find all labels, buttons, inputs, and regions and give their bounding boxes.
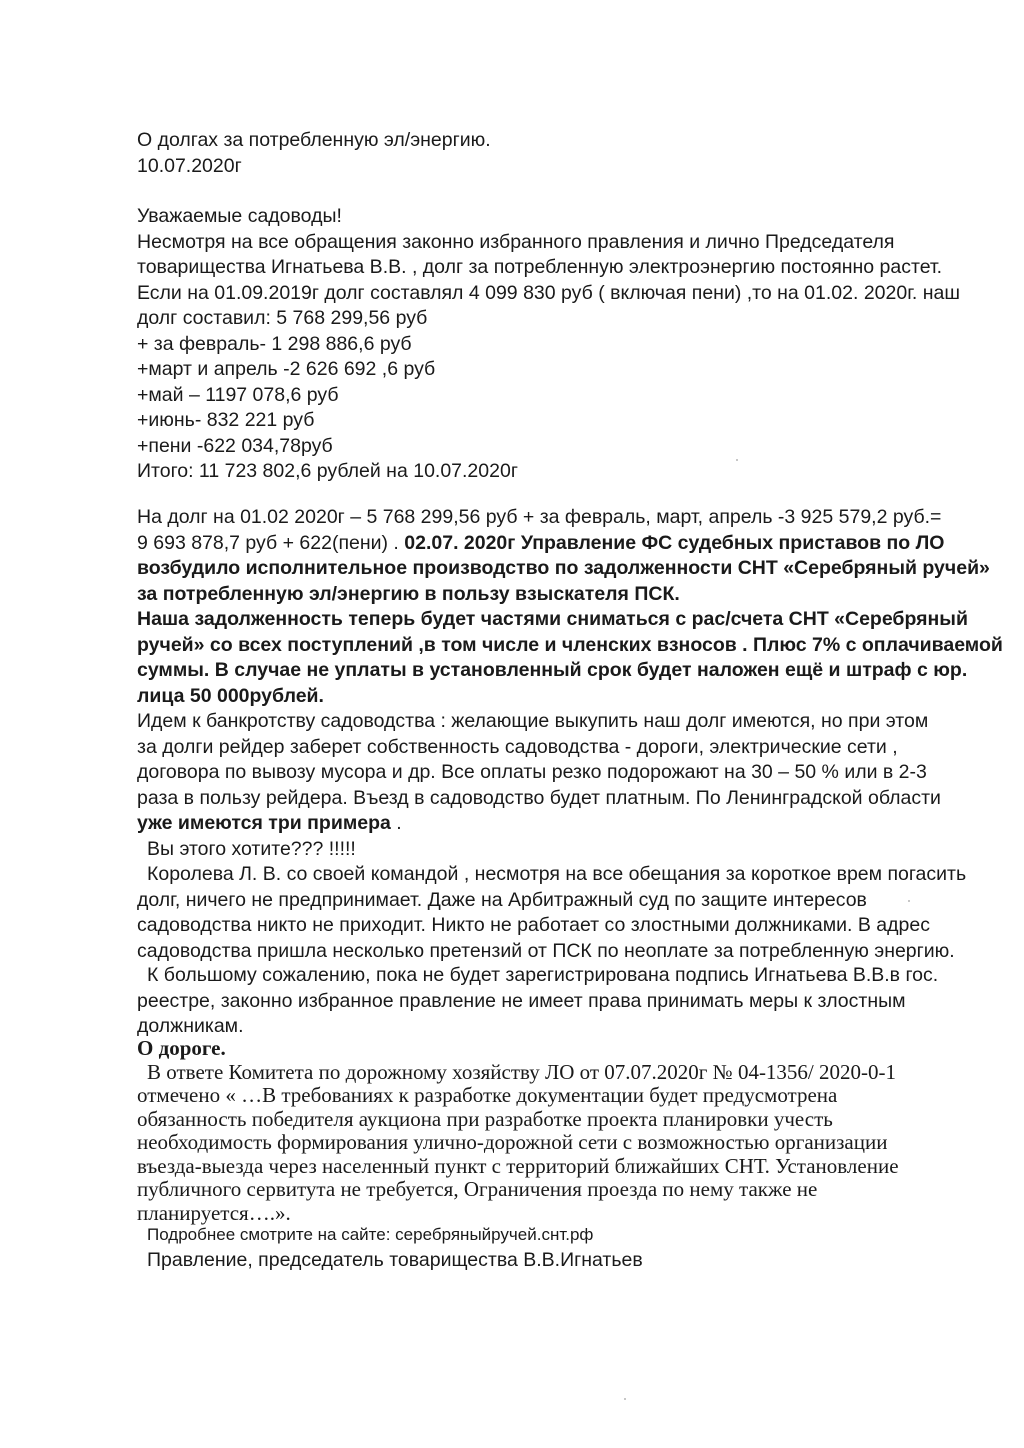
more-info-line: [137, 1223, 957, 1247]
signature-line: [137, 1248, 957, 1274]
road-line: въезда-выезда через населенный пункт с территорий ближайших СНТ. Установление: [137, 1153, 899, 1178]
para2-line: [137, 531, 957, 557]
para5-line: реестре, законно избранное правление не имеет права принимать меры к злостным: [137, 989, 906, 1012]
road-line: отмечено « …В требованиях к разработке документации будет предусмотрена: [137, 1083, 838, 1107]
para2-bold-line: Наша задолженность теперь будет частями сниматься с рас/счета СНТ «Серебряный: [137, 608, 968, 630]
more-info-text: Подробнее смотрите на сайте: серебряныйручей.снт.рф: [147, 1225, 594, 1244]
road-line: обязанность победителя аукциона при разработке проекта планировки учесть: [137, 1106, 833, 1131]
para2-bold-line: ручей» со всех поступлений ,в том числе и членских взносов . Плюс 7% с оплачиваемой: [137, 633, 1003, 656]
para3-line: за долги рейдер заберет собственность садоводства - дороги, электрические сети ,: [137, 735, 898, 758]
registration-paragraph: [137, 963, 957, 1040]
para3-bold-tail: .: [390, 812, 402, 834]
para2-bold-line: за потребленную эл/энергию в пользу взыскателя ПСК.: [137, 582, 680, 605]
scan-speck: [624, 1398, 626, 1400]
para2-bold-line: возбудило исполнительное производство по задолженности СНТ «Серебряный ручей»: [137, 557, 990, 579]
signature-text: Правление, председатель товарищества В.В.Игнатьев: [147, 1249, 643, 1271]
intro-line: долг составил: 5 768 299,56 руб: [137, 307, 428, 329]
para2-bold-line: лица 50 000рублей.: [137, 684, 324, 707]
road-line: В ответе Комитета по дорожному хозяйству ЛО от 07.07.2020г № 04-1356/ 2020-0-1: [147, 1059, 897, 1084]
road-line: публичного сервитута не требуется, Ограничения проезда по нему также не: [137, 1177, 818, 1201]
road-section: [137, 1037, 957, 1225]
para3-line: Идем к банкротству садоводства : желающие выкупить наш долг имеются, но при этом: [137, 710, 929, 732]
scan-speck: [908, 900, 910, 902]
para2-bold-line: суммы. В случае не уплаты в установленный срок будет наложен ещё и штраф с юр.: [137, 659, 968, 681]
debt-total: Итого: 11 723 802,6 рублей на 10.07.2020г: [137, 460, 518, 482]
para3-line: [137, 811, 957, 837]
para5-line: должникам.: [137, 1015, 244, 1037]
road-line: планируется….».: [137, 1200, 291, 1225]
para5-line: К большому сожалению, пока не будет зарегистрирована подпись Игнатьева В.В.в гос.: [147, 964, 939, 986]
para2-line2-bold: 02.07. 2020г Управление ФС судебных приставов по ЛО: [404, 531, 945, 554]
letter-header: [137, 128, 957, 179]
question-line: Вы этого хотите??? !!!!!: [147, 837, 356, 860]
road-line: необходимость формирования улично-дорожной сети с возможностью организации: [137, 1130, 888, 1154]
debt-item: +март и апрель -2 626 692 ,6 руб: [137, 358, 436, 380]
para3-line: договора по вывозу мусора и др. Все оплаты резко подорожают на 30 – 50 % или в 2-3: [137, 761, 927, 783]
road-heading: О дороге.: [137, 1036, 226, 1060]
bankruptcy-paragraph: [137, 709, 957, 862]
para2-line2-normal: 9 693 878,7 руб + 622(пени) .: [137, 531, 405, 554]
enforcement-paragraph: [137, 505, 1003, 709]
intro-line: товарищества Игнатьева В.В. , долг за потребленную электроэнергию постоянно растет.: [137, 256, 943, 278]
para4-line: садоводства пришла несколько претензий от ПСК по неоплате за потребленную энергию.: [137, 939, 955, 962]
greeting: Уважаемые садоводы!: [137, 205, 342, 227]
para4-line: садоводства никто не приходит. Никто не работает со злостными должниками. В адрес: [137, 914, 930, 936]
scan-speck: [736, 459, 738, 461]
para2-line: На долг на 01.02 2020г – 5 768 299,56 руб + за февраль, март, апрель -3 925 579,2 руб.=: [137, 506, 942, 528]
korolyova-paragraph: [137, 862, 967, 964]
debt-item: +май – 1197 078,6 руб: [137, 383, 339, 406]
letter-date: 10.07.2020г: [137, 154, 242, 177]
intro-line: Если на 01.09.2019г долг составлял 4 099 830 руб ( включая пени) ,то на 01.02. 2020г. наш: [137, 281, 961, 304]
debt-item: +пени -622 034,78руб: [137, 434, 333, 457]
intro-section: [137, 204, 961, 485]
debt-item: +июнь- 832 221 руб: [137, 409, 315, 431]
para4-line: долг, ничего не предпринимает. Даже на Арбитражный суд по защите интересов: [137, 888, 867, 911]
para3-line: раза в пользу рейдера. Въезд в садоводство будет платным. По Ленинградской области: [137, 786, 941, 809]
letter-title: О долгах за потребленную эл/энергию.: [137, 129, 491, 151]
debt-item: + за февраль- 1 298 886,6 руб: [137, 332, 412, 355]
para4-line: Королева Л. В. со своей командой , несмотря на все обещания за короткое врем погасить: [147, 863, 967, 885]
para3-bold: уже имеются три примера: [137, 812, 391, 834]
intro-line: Несмотря на все обращения законно избранного правления и лично Председателя: [137, 230, 895, 253]
